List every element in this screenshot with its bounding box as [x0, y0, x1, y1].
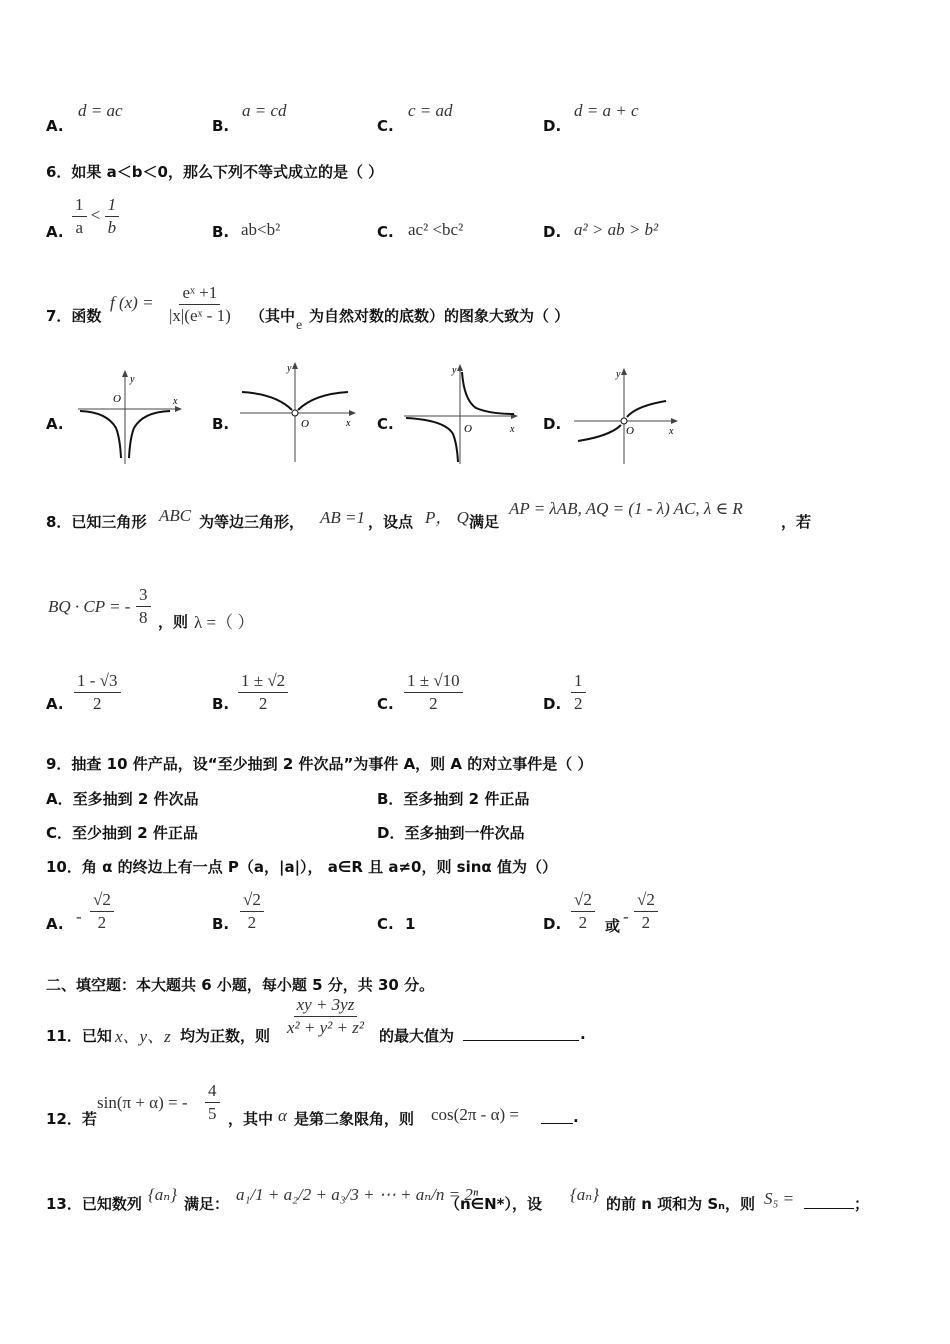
q7-a-x-label: x — [173, 396, 178, 407]
q7-d-x-label: x — [669, 426, 674, 437]
q13-middle-2: 的前 n 项和为 Sₙ，则 — [606, 1195, 755, 1213]
q12-middle: ，其中 — [228, 1110, 274, 1128]
q10-option-d-sign: - — [623, 907, 629, 926]
q5-option-d-expr: d = a + c — [574, 101, 639, 120]
q6-option-b-expr: ab<b² — [241, 220, 281, 239]
q5-option-d-label: D. — [543, 117, 562, 135]
q8-text-2: ，设点 — [368, 513, 414, 531]
q9-option-a: A．至多抽到 2 件次品 — [46, 790, 199, 808]
q6-stem: 6．如果 a＜b＜0，那么下列不等式成立的是（ ） — [46, 163, 384, 181]
q8-option-c-label: C. — [377, 695, 394, 713]
q7-graph-b — [236, 360, 360, 464]
q8-text-5: ，则 — [158, 613, 189, 631]
q8-option-d-expr: $\frac{1}{2}$ — [571, 670, 586, 715]
q11-answer-blank[interactable] — [463, 1040, 579, 1041]
q8-option-b-expr: $\frac{1 \pm √2}{2}$ — [238, 670, 288, 715]
q7-graph-a — [72, 368, 184, 466]
q12-fraction: $\frac{4}{5}$ — [205, 1080, 220, 1125]
q7-note-open: （其中 — [250, 307, 296, 325]
q13-s5: S₅ = — [764, 1189, 795, 1208]
q5-option-c-expr: c = ad — [408, 101, 453, 120]
q12-end: . — [573, 1108, 579, 1126]
q10-option-a-label: A. — [46, 915, 64, 933]
q7-note-close: 为自然对数的底数）的图象大致为（ ） — [309, 307, 570, 325]
q9-option-b: B．至多抽到 2 件正品 — [377, 790, 530, 808]
q9-option-d: D．至多抽到一件次品 — [377, 824, 525, 842]
q7-b-origin: O — [301, 418, 309, 430]
q5-option-b-expr: a = cd — [242, 101, 287, 120]
q10-option-d-or: 或 — [605, 917, 621, 935]
q7-option-c-label: C. — [377, 415, 394, 433]
q7-function-fraction: $\frac{\text{eˣ +1}}{\text{|x|(eˣ - 1)}}$ — [169, 283, 231, 325]
q8-text-3: 满足 — [469, 513, 500, 531]
q6-option-a-expr: $\frac{1}{a}$ < $\frac{1}{b}$ — [72, 194, 119, 239]
q5-option-a-label: A. — [46, 117, 64, 135]
q10-option-d-fraction-2: $\frac{√2}{2}$ — [634, 889, 658, 934]
q10-option-d-label: D. — [543, 915, 562, 933]
q7-function-lhs: f (x) = — [110, 293, 154, 312]
q8-option-d-label: D. — [543, 695, 562, 713]
q5-option-b-label: B. — [212, 117, 230, 135]
q10-option-c-value: 1 — [405, 915, 416, 933]
q13-sum-expr: a₁/1 + a₂/2 + a₃/3 + ⋯ + aₙ/n = 2ⁿ — [236, 1185, 479, 1204]
q8-condition: AP = λAB, AQ = (1 - λ) AC, λ ∈ R — [509, 499, 743, 518]
q7-b-y-label: y — [287, 363, 292, 374]
q7-graph-d — [570, 366, 682, 466]
q7-graph-c — [400, 362, 522, 466]
q13-sequence-2: {aₙ} — [570, 1185, 599, 1204]
q7-b-x-label: x — [346, 418, 351, 429]
q8-option-b-label: B. — [212, 695, 230, 713]
q12-answer-blank[interactable] — [541, 1123, 573, 1124]
q7-option-d-label: D. — [543, 415, 562, 433]
q8-option-a-expr: $\frac{1 - √3}{2}$ — [74, 670, 121, 715]
q13-sequence: {aₙ} — [148, 1185, 177, 1204]
q8-text-4: ，若 — [781, 513, 812, 531]
q8-triangle-name: ABC — [159, 506, 192, 525]
q12-prefix: 12．若 — [46, 1110, 97, 1128]
q11-prefix: 11．已知 — [46, 1027, 112, 1045]
q8-text-1: 为等边三角形， — [199, 513, 305, 531]
q5-option-c-label: C. — [377, 117, 394, 135]
q8-dot-product: BQ · CP = - — [48, 597, 131, 616]
q8-option-c-expr: $\frac{1 \pm √10}{2}$ — [404, 670, 463, 715]
q10-option-a-fraction: $\frac{√2}{2}$ — [90, 889, 114, 934]
q11-end: . — [580, 1025, 586, 1043]
q8-ab-equation: AB =1 — [320, 508, 365, 527]
q12-middle-2: 是第二象限角，则 — [294, 1110, 415, 1128]
q7-option-b-label: B. — [212, 415, 230, 433]
q8-option-a-label: A. — [46, 695, 64, 713]
q8-number: 8．已知三角形 — [46, 513, 147, 531]
section-2-heading: 二、填空题：本大题共 6 小题，每小题 5 分，共 30 分。 — [46, 976, 435, 994]
q10-option-c-label: C. — [377, 915, 394, 933]
q7-e-symbol: e — [296, 318, 303, 333]
q12-alpha: α — [278, 1106, 287, 1125]
q7-a-y-label: y — [130, 374, 135, 385]
q7-c-x-label: x — [510, 424, 515, 435]
q13-middle: 满足： — [184, 1195, 230, 1213]
q6-option-a-label: A. — [46, 223, 64, 241]
q7-d-origin: O — [626, 425, 634, 437]
q11-middle: 均为正数，则 — [180, 1027, 271, 1045]
q6-option-b-label: B. — [212, 223, 230, 241]
q6-option-d-expr: a² > ab > b² — [574, 220, 659, 239]
q8-points: P， Q — [425, 508, 469, 527]
q7-c-origin: O — [464, 423, 472, 435]
q9-option-c: C．至少抽到 2 件正品 — [46, 824, 198, 842]
q13-answer-blank[interactable] — [804, 1208, 854, 1209]
q6-option-c-label: C. — [377, 223, 394, 241]
q7-a-origin: O — [113, 393, 121, 405]
q10-stem: 10．角 α 的终边上有一点 P（a，|a|）， a∈R 且 a≠0，则 sinα 值为（） — [46, 858, 557, 876]
q13-end: ； — [854, 1195, 870, 1213]
q10-option-b-fraction: $\frac{√2}{2}$ — [240, 889, 264, 934]
q6-option-d-label: D. — [543, 223, 562, 241]
q6-option-c-expr: ac² <bc² — [408, 220, 464, 239]
q11-fraction: $\frac{xy + 3yz}{\text{x² + y² + z²}}$ — [287, 995, 364, 1037]
q8-lambda-question: λ =（ ） — [194, 613, 255, 632]
q13-condition: （n∈N*），设 — [445, 1195, 543, 1213]
q12-sin-expr: sin(π + α) = - — [97, 1093, 188, 1112]
q7-c-y-label: y — [452, 365, 457, 376]
q11-variables: x、y、z — [115, 1027, 171, 1046]
q5-option-a-expr: d = ac — [78, 101, 123, 120]
q12-cos-expr: cos(2π - α) = — [431, 1105, 519, 1124]
q7-d-y-label: y — [616, 369, 621, 380]
q7-number: 7．函数 — [46, 307, 102, 325]
q8-value-fraction: $\frac{3}{8}$ — [136, 584, 151, 629]
q10-option-b-label: B. — [212, 915, 230, 933]
q13-prefix: 13．已知数列 — [46, 1195, 142, 1213]
q10-option-d-fraction-1: $\frac{√2}{2}$ — [571, 889, 595, 934]
q10-option-a-sign: - — [76, 907, 82, 926]
q11-suffix: 的最大值为 — [379, 1027, 455, 1045]
q7-option-a-label: A. — [46, 415, 64, 433]
q9-stem: 9．抽查 10 件产品，设“至少抽到 2 件次品”为事件 A，则 A 的对立事件是（ ） — [46, 755, 593, 773]
